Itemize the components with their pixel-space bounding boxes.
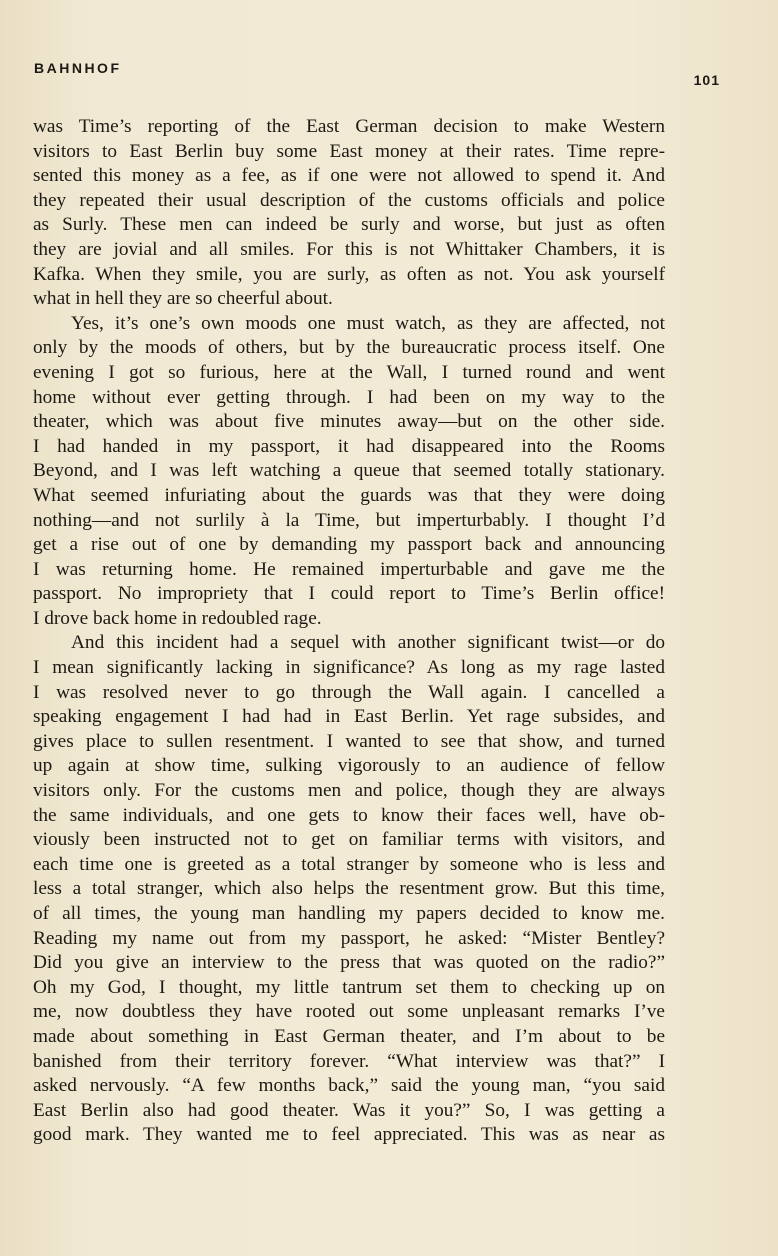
text-line: home without ever getting through. I had been on my way to the xyxy=(33,386,665,408)
text-line: visitors only. For the customs men and police, though they are always xyxy=(33,780,665,802)
paragraph-2 xyxy=(33,312,665,632)
text-line: was Time’s reporting of the East German decision to make Western xyxy=(33,116,665,137)
text-line: Yes, it’s one’s own moods one must watch, as they are affected, not xyxy=(71,312,665,334)
page-header xyxy=(34,60,720,88)
text-line: they are jovial and all smiles. For this is not Whittaker Chambers, it is xyxy=(33,238,665,260)
text-line: I had handed in my passport, it had disappeared into the Rooms xyxy=(33,435,665,457)
text-line: nothing—and not surlily à la Time, but imperturbably. I thought I’d xyxy=(33,509,665,531)
text-line: And this incident had a sequel with another significant twist—or do xyxy=(71,632,665,654)
text-line: banished from their territory forever. “What interview was that?” I xyxy=(33,1050,665,1072)
text-line: of all times, the young man handling my papers decided to know me. xyxy=(33,903,665,924)
text-line: evening I got so furious, here at the Wall, I turned round and went xyxy=(33,361,665,383)
text-line: I mean significantly lacking in significance? As long as my rage lasted xyxy=(33,657,665,679)
page-number: 101 xyxy=(693,72,720,88)
text-line: Oh my God, I thought, my little tantrum set them to checking up on xyxy=(33,976,665,998)
text-line: made about something in East German theater, and I’m about to be xyxy=(33,1025,665,1047)
text-line: less a total stranger, which also helps the resentment grow. But this time, xyxy=(33,878,665,900)
text-line: viously been instructed not to get on familiar terms with visitors, and xyxy=(33,829,665,851)
text-line: I was returning home. He remained imperturbable and gave me the xyxy=(33,558,665,580)
text-line: speaking engagement I had had in East Berlin. Yet rage subsides, and xyxy=(33,706,665,728)
text-line: good mark. They wanted me to feel appreciated. This was as near as xyxy=(33,1124,665,1146)
text-line: Reading my name out from my passport, he asked: “Mister Bentley? xyxy=(33,927,665,949)
text-line: What seemed infuriating about the guards was that they were doing xyxy=(33,484,665,506)
text-line: me, now doubtless they have rooted out some unpleasant remarks I’ve xyxy=(33,1001,665,1023)
text-line: Beyond, and I was left watching a queue that seemed totally stationary. xyxy=(33,460,665,482)
paragraph-3 xyxy=(33,631,665,1147)
text-line: Kafka. When they smile, you are surly, as often as not. You ask yourself xyxy=(33,263,665,285)
text-line: I drove back home in redoubled rage. xyxy=(33,607,322,629)
text-line: gives place to sullen resentment. I wanted to see that show, and turned xyxy=(33,730,665,752)
running-head: BAHNHOF xyxy=(34,60,122,76)
text-line: sented this money as a fee, as if one were not allowed to spend it. And xyxy=(33,165,665,187)
text-line: what in hell they are so cheerful about. xyxy=(33,288,333,310)
text-line: I was resolved never to go through the Wall again. I cancelled a xyxy=(33,681,665,703)
text-line: get a rise out of one by demanding my passport back and announcing xyxy=(33,534,665,556)
body-text xyxy=(33,115,665,1148)
text-line: Did you give an interview to the press that was quoted on the radio?” xyxy=(33,952,665,974)
text-line: passport. No impropriety that I could report to Time’s Berlin office! xyxy=(33,583,665,605)
text-line: only by the moods of others, but by the bureaucratic process itself. One xyxy=(33,337,665,359)
text-line: visitors to East Berlin buy some East money at their rates. Time repre- xyxy=(33,140,665,162)
paragraph-1 xyxy=(33,115,665,312)
text-line: East Berlin also had good theater. Was it you?” So, I was getting a xyxy=(33,1099,665,1121)
text-line: each time one is greeted as a total stranger by someone who is less and xyxy=(33,853,665,875)
text-line: they repeated their usual description of the customs officials and police xyxy=(33,189,665,211)
text-line: theater, which was about five minutes away—but on the other side. xyxy=(33,411,665,433)
text-line: the same individuals, and one gets to know their faces well, have ob- xyxy=(33,804,665,826)
text-line: asked nervously. “A few months back,” said the young man, “you said xyxy=(33,1075,665,1097)
text-line: as Surly. These men can indeed be surly and worse, but just as often xyxy=(33,214,665,236)
text-line: up again at show time, sulking vigorously to an audience of fellow xyxy=(33,755,665,777)
